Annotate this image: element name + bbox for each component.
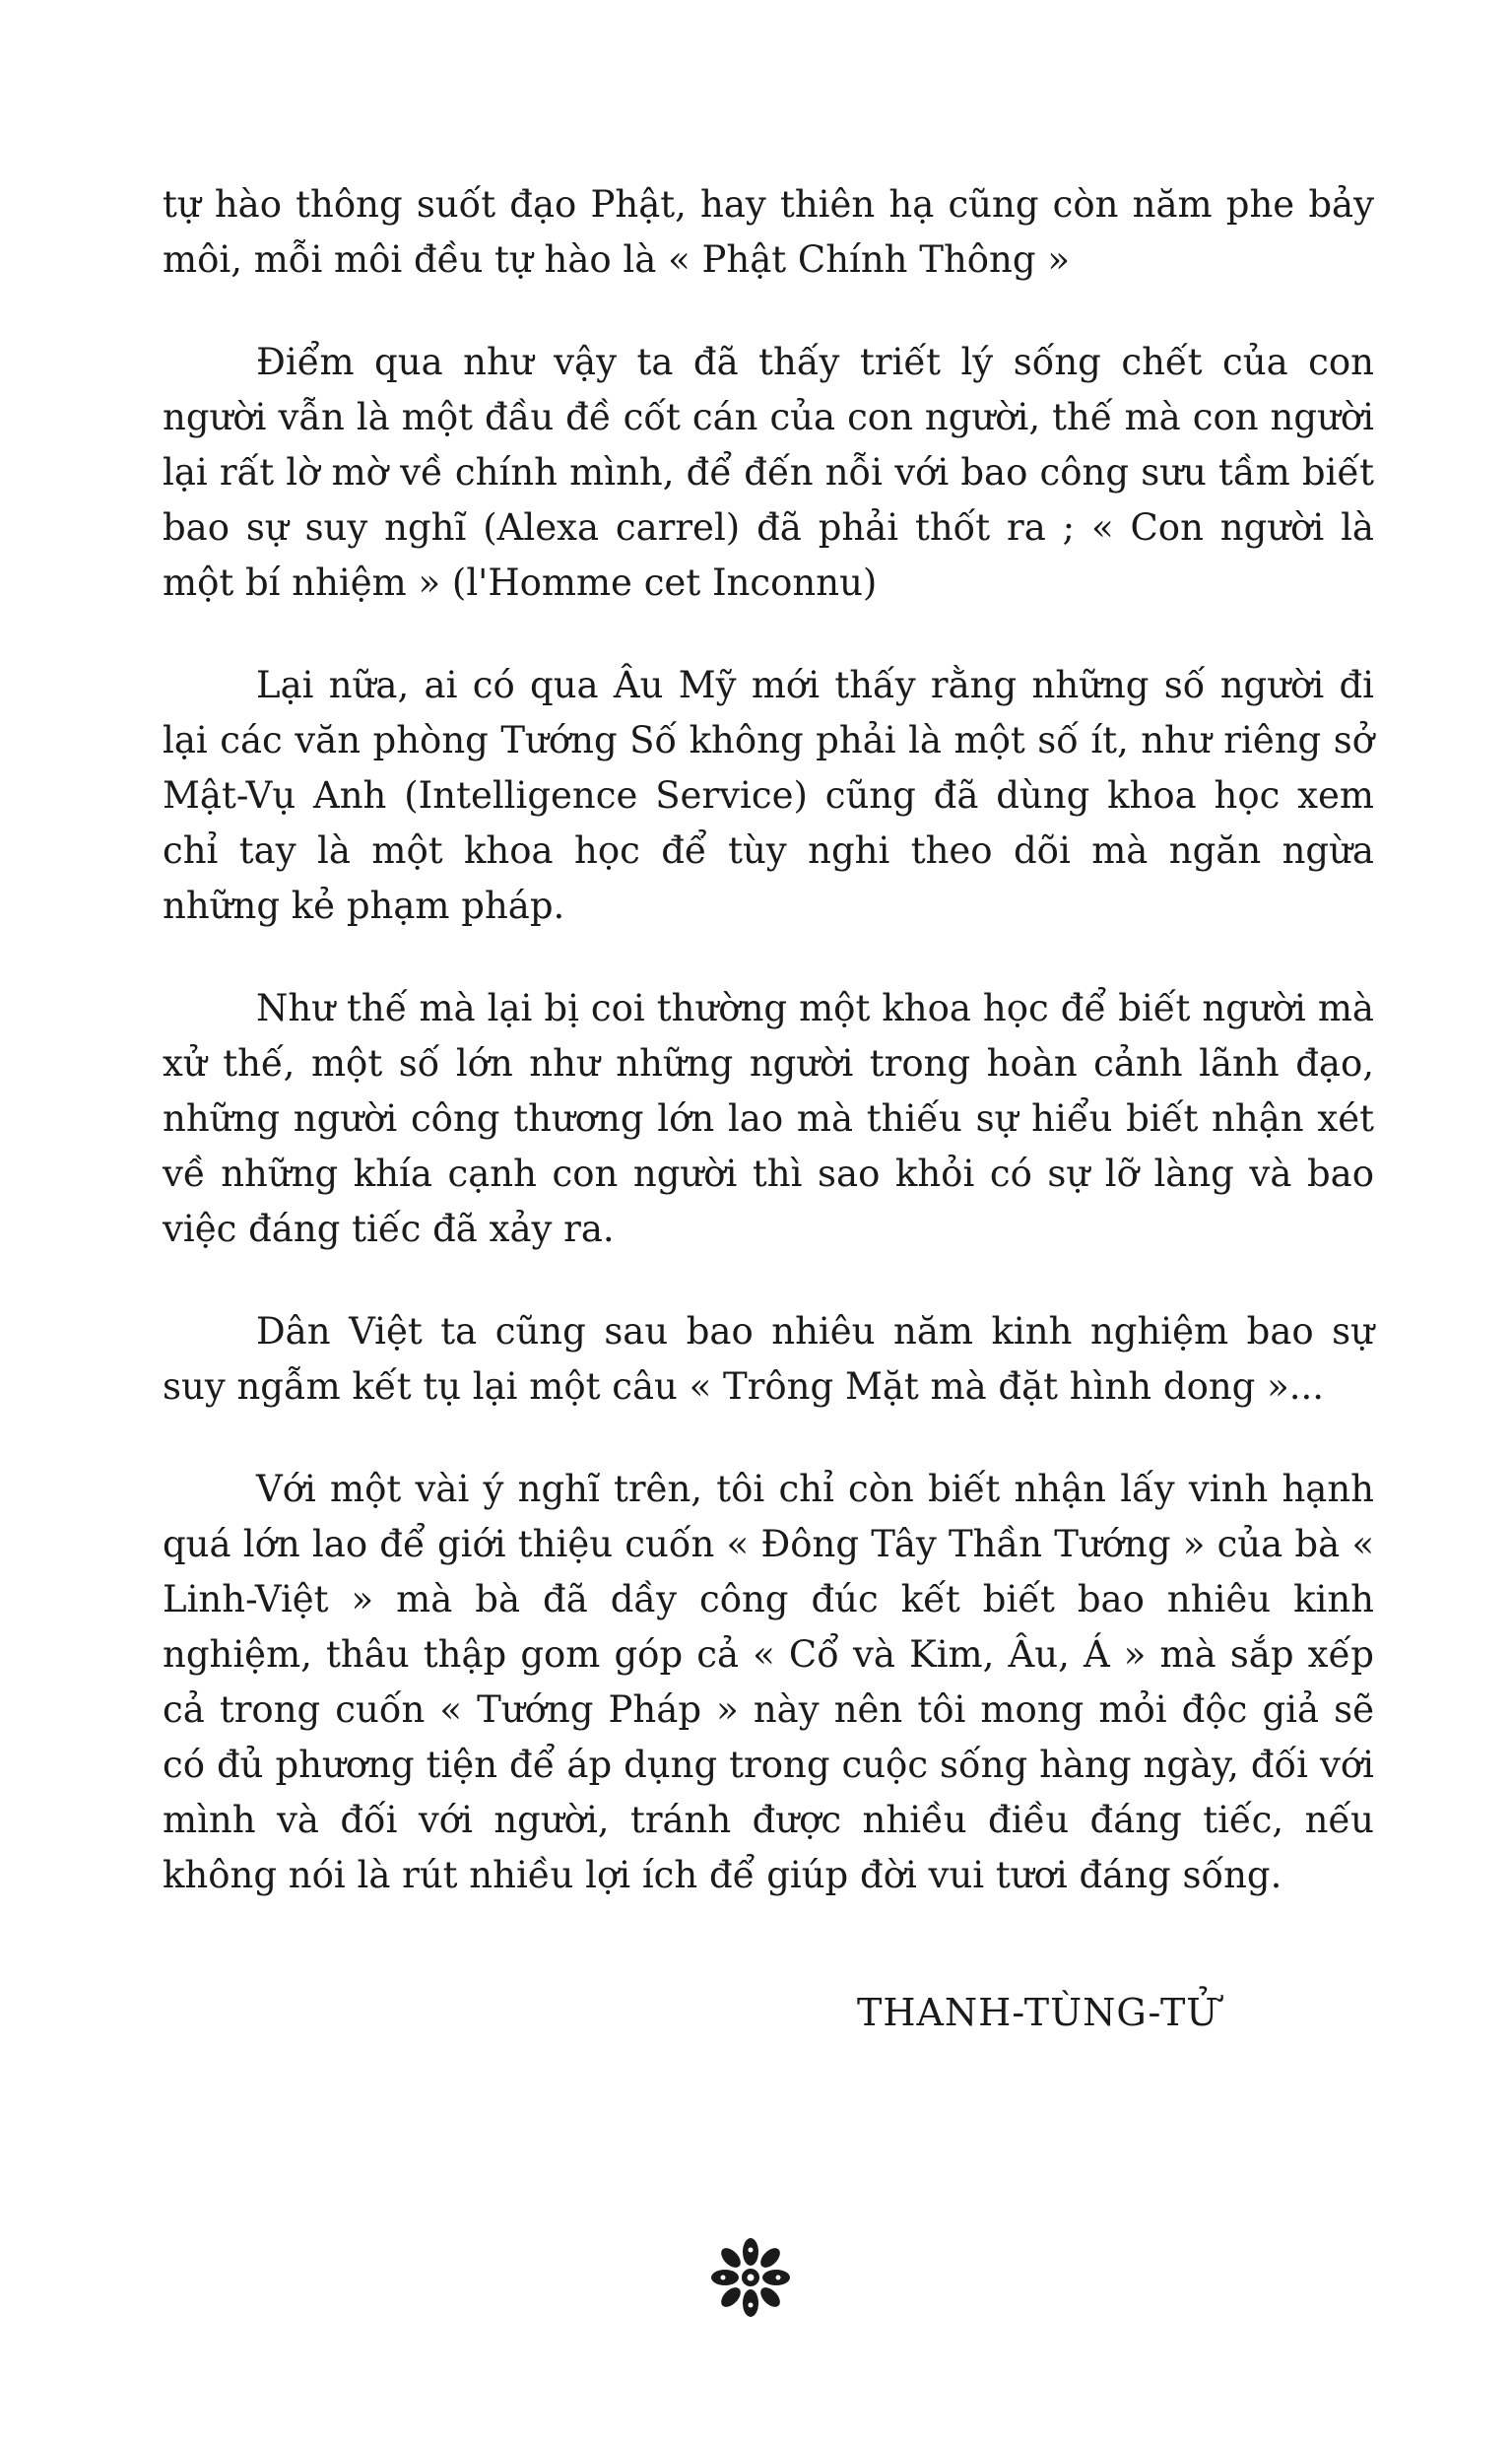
floral-ornament-icon (707, 2234, 794, 2321)
paragraph-continuation: tự hào thông suốt đạo Phật, hay thiên hạ cũng còn năm phe bảy môi, mỗi môi đều tự hào là « Phật Chính Thông » (163, 183, 1374, 281)
paragraph-introduction: Với một vài ý nghĩ trên, tôi chỉ còn biết nhận lấy vinh hạnh quá lớn lao để giới thiệu cuốn « Đông Tây Thần Tướng » của bà « Linh-Việt » mà bà đã dầy công đúc kết biết bao nhiêu kinh nghiệm, thâu thập gom góp cả « Cổ và Kim, Âu, Á » mà sắp xếp cả trong cuốn « Tướng Pháp » này nên tôi mong mỏi độc giả sẽ có đủ phương tiện để áp dụng trong cuộc sống hàng ngày, đối với mình và đối với người, tránh được nhiều điều đáng tiếc, nếu không nói là rút nhiều lợi ích để giúp đời vui tươi đáng sống. (163, 1468, 1374, 1896)
paragraph-philosophy: Điểm qua như vậy ta đã thấy triết lý sống chết của con người vẫn là một đầu đề cốt cán của con người, thế mà con người lại rất lờ mờ về chính mình, để đến nỗi với bao công sưu tầm biết bao sự suy nghĩ (Alexa carrel) đã phải thốt ra ; « Con người là một bí nhiệm » (l'Homme cet Inconnu) (163, 341, 1374, 604)
page-body (163, 177, 1374, 1950)
author-signature: THANH-TÙNG-TỬ (857, 1991, 1219, 2034)
paragraph-vietnamese-saying: Dân Việt ta cũng sau bao nhiêu năm kinh nghiệm bao sự suy ngẫm kết tụ lại một câu « Trông Mặt mà đặt hình dong »... (163, 1310, 1374, 1408)
paragraph-neglect: Như thế mà lại bị coi thường một khoa học để biết người mà xử thế, một số lớn như những người trong hoàn cảnh lãnh đạo, những người công thương lớn lao mà thiếu sự hiểu biết nhận xét về những khía cạnh con người thì sao khỏi có sự lỡ làng và bao việc đáng tiếc đã xảy ra. (163, 987, 1374, 1250)
paragraph-europe-america: Lại nữa, ai có qua Âu Mỹ mới thấy rằng những số người đi lại các văn phòng Tướng Số không phải là một số ít, như riêng sở Mật-Vụ Anh (Intelligence Service) cũng đã dùng khoa học xem chỉ tay là một khoa học để tùy nghi theo dõi mà ngăn ngừa những kẻ phạm pháp. (163, 664, 1374, 927)
